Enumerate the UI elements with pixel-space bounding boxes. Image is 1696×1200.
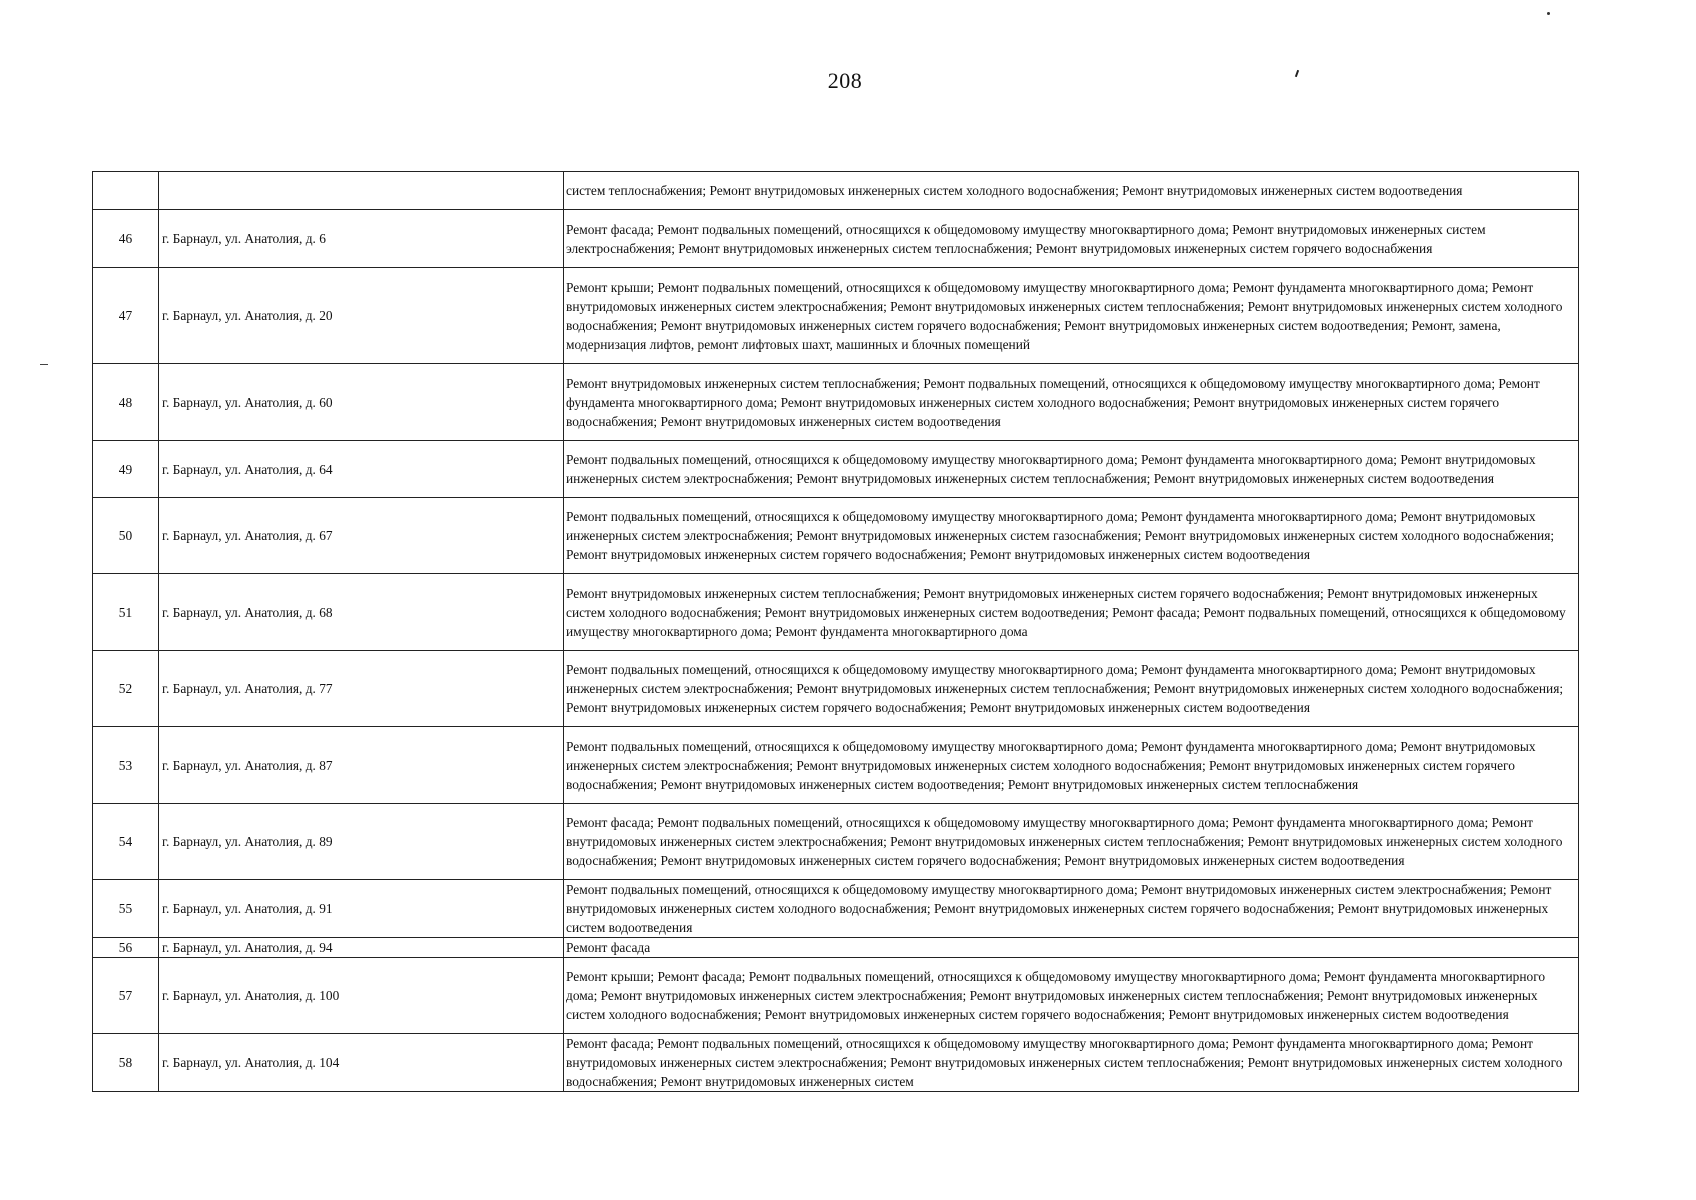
row-address: г. Барнаул, ул. Анатолия, д. 60: [159, 364, 564, 441]
table-row: [93, 441, 1579, 498]
row-number: 58: [93, 1034, 159, 1092]
row-works: Ремонт фасада; Ремонт подвальных помещений, относящихся к общедомовому имуществу многоквартирного дома; Ремонт фундамента многоквартирного дома; Ремонт внутридомовых инженерных систем электроснабжения; Ремонт внутридомовых инженерных систем теплоснабжения; Ремонт внутридомовых инженерных систем холодного водоснабжения; Ремонт внутридомовых инженерных систем горячего водоснабжения; Ремонт внутридомовых инженерных систем водоотведения: [564, 804, 1579, 880]
row-number: 55: [93, 880, 159, 938]
table-row: [93, 938, 1579, 958]
scan-speck: [40, 364, 48, 365]
table-row: [93, 268, 1579, 364]
row-address: г. Барнаул, ул. Анатолия, д. 91: [159, 880, 564, 938]
row-number: 54: [93, 804, 159, 880]
row-number: 57: [93, 958, 159, 1034]
row-number: 48: [93, 364, 159, 441]
row-number: 53: [93, 727, 159, 804]
row-address: г. Барнаул, ул. Анатолия, д. 77: [159, 651, 564, 727]
table-row: [93, 958, 1579, 1034]
row-works: Ремонт фасада: [564, 938, 1579, 958]
row-address: г. Барнаул, ул. Анатолия, д. 6: [159, 210, 564, 268]
row-works: Ремонт крыши; Ремонт фасада; Ремонт подвальных помещений, относящихся к общедомовому имуществу многоквартирного дома; Ремонт фундамента многоквартирного дома; Ремонт внутридомовых инженерных систем электроснабжения; Ремонт внутридомовых инженерных систем теплоснабжения; Ремонт внутридомовых инженерных систем холодного водоснабжения; Ремонт внутридомовых инженерных систем горячего водоснабжения; Ремонт внутридомовых инженерных систем водоотведения: [564, 958, 1579, 1034]
row-address: г. Барнаул, ул. Анатолия, д. 87: [159, 727, 564, 804]
table-row: [93, 1034, 1579, 1092]
row-works: Ремонт внутридомовых инженерных систем теплоснабжения; Ремонт подвальных помещений, относящихся к общедомовому имуществу многоквартирного дома; Ремонт фундамента многоквартирного дома; Ремонт внутридомовых инженерных систем холодного водоснабжения; Ремонт внутридомовых инженерных систем горячего водоснабжения; Ремонт внутридомовых инженерных систем водоотведения: [564, 364, 1579, 441]
table-row: [93, 727, 1579, 804]
repair-works-table: [92, 171, 1579, 1092]
table-row: [93, 574, 1579, 651]
row-address: г. Барнаул, ул. Анатолия, д. 94: [159, 938, 564, 958]
row-number: 47: [93, 268, 159, 364]
row-number: 46: [93, 210, 159, 268]
table-row: [93, 804, 1579, 880]
table-row: [93, 498, 1579, 574]
row-works: Ремонт подвальных помещений, относящихся к общедомовому имуществу многоквартирного дома; Ремонт фундамента многоквартирного дома; Ремонт внутридомовых инженерных систем электроснабжения; Ремонт внутридомовых инженерных систем холодного водоснабжения; Ремонт внутридомовых инженерных систем горячего водоснабжения; Ремонт внутридомовых инженерных систем водоотведения; Ремонт внутридомовых инженерных систем теплоснабжения: [564, 727, 1579, 804]
row-works: Ремонт фасада; Ремонт подвальных помещений, относящихся к общедомовому имуществу многоквартирного дома; Ремонт внутридомовых инженерных систем электроснабжения; Ремонт внутридомовых инженерных систем теплоснабжения; Ремонт внутридомовых инженерных систем горячего водоснабжения: [564, 210, 1579, 268]
row-address: г. Барнаул, ул. Анатолия, д. 20: [159, 268, 564, 364]
row-number: 52: [93, 651, 159, 727]
row-number: 56: [93, 938, 159, 958]
scan-speck: [1547, 12, 1550, 15]
row-number: 50: [93, 498, 159, 574]
row-address: г. Барнаул, ул. Анатолия, д. 104: [159, 1034, 564, 1092]
page-number: 208: [827, 68, 863, 93]
table-row: [93, 364, 1579, 441]
row-works: Ремонт внутридомовых инженерных систем теплоснабжения; Ремонт внутридомовых инженерных систем горячего водоснабжения; Ремонт внутридомовых инженерных систем холодного водоснабжения; Ремонт внутридомовых инженерных систем водоотведения; Ремонт фасада; Ремонт подвальных помещений, относящихся к общедомовому имуществу многоквартирного дома; Ремонт фундамента многоквартирного дома: [564, 574, 1579, 651]
row-number: [93, 172, 159, 210]
row-address: г. Барнаул, ул. Анатолия, д. 89: [159, 804, 564, 880]
table-row: [93, 172, 1579, 210]
row-address: г. Барнаул, ул. Анатолия, д. 68: [159, 574, 564, 651]
row-works: Ремонт подвальных помещений, относящихся к общедомовому имуществу многоквартирного дома; Ремонт фундамента многоквартирного дома; Ремонт внутридомовых инженерных систем электроснабжения; Ремонт внутридомовых инженерных систем теплоснабжения; Ремонт внутридомовых инженерных систем водоотведения: [564, 441, 1579, 498]
row-address: г. Барнаул, ул. Анатолия, д. 100: [159, 958, 564, 1034]
row-address: г. Барнаул, ул. Анатолия, д. 67: [159, 498, 564, 574]
table-row: [93, 880, 1579, 938]
row-works: Ремонт фасада; Ремонт подвальных помещений, относящихся к общедомовому имуществу многоквартирного дома; Ремонт фундамента многоквартирного дома; Ремонт внутридомовых инженерных систем электроснабжения; Ремонт внутридомовых инженерных систем теплоснабжения; Ремонт внутридомовых инженерных систем холодного водоснабжения; Ремонт внутридомовых инженерных систем: [564, 1034, 1579, 1092]
row-address: [159, 172, 564, 210]
row-works: Ремонт подвальных помещений, относящихся к общедомовому имуществу многоквартирного дома; Ремонт фундамента многоквартирного дома; Ремонт внутридомовых инженерных систем электроснабжения; Ремонт внутридомовых инженерных систем теплоснабжения; Ремонт внутридомовых инженерных систем холодного водоснабжения; Ремонт внутридомовых инженерных систем горячего водоснабжения; Ремонт внутридомовых инженерных систем водоотведения: [564, 651, 1579, 727]
row-number: 51: [93, 574, 159, 651]
table-row: [93, 210, 1579, 268]
row-address: г. Барнаул, ул. Анатолия, д. 64: [159, 441, 564, 498]
table-row: [93, 651, 1579, 727]
row-works: систем теплоснабжения; Ремонт внутридомовых инженерных систем холодного водоснабжения; Ремонт внутридомовых инженерных систем водоотведения: [564, 172, 1579, 210]
row-works: Ремонт подвальных помещений, относящихся к общедомовому имуществу многоквартирного дома; Ремонт внутридомовых инженерных систем электроснабжения; Ремонт внутридомовых инженерных систем холодного водоснабжения; Ремонт внутридомовых инженерных систем горячего водоснабжения; Ремонт внутридомовых инженерных систем водоотведения: [564, 880, 1579, 938]
row-works: Ремонт крыши; Ремонт подвальных помещений, относящихся к общедомовому имуществу многоквартирного дома; Ремонт фундамента многоквартирного дома; Ремонт внутридомовых инженерных систем электроснабжения; Ремонт внутридомовых инженерных систем теплоснабжения; Ремонт внутридомовых инженерных систем холодного водоснабжения; Ремонт внутридомовых инженерных систем горячего водоснабжения; Ремонт внутридомовых инженерных систем водоотведения; Ремонт, замена, модернизация лифтов, ремонт лифтовых шахт, машинных и блочных помещений: [564, 268, 1579, 364]
row-number: 49: [93, 441, 159, 498]
scan-speck: [1295, 70, 1299, 77]
row-works: Ремонт подвальных помещений, относящихся к общедомовому имуществу многоквартирного дома; Ремонт фундамента многоквартирного дома; Ремонт внутридомовых инженерных систем электроснабжения; Ремонт внутридомовых инженерных систем газоснабжения; Ремонт внутридомовых инженерных систем холодного водоснабжения; Ремонт внутридомовых инженерных систем горячего водоснабжения; Ремонт внутридомовых инженерных систем водоотведения: [564, 498, 1579, 574]
